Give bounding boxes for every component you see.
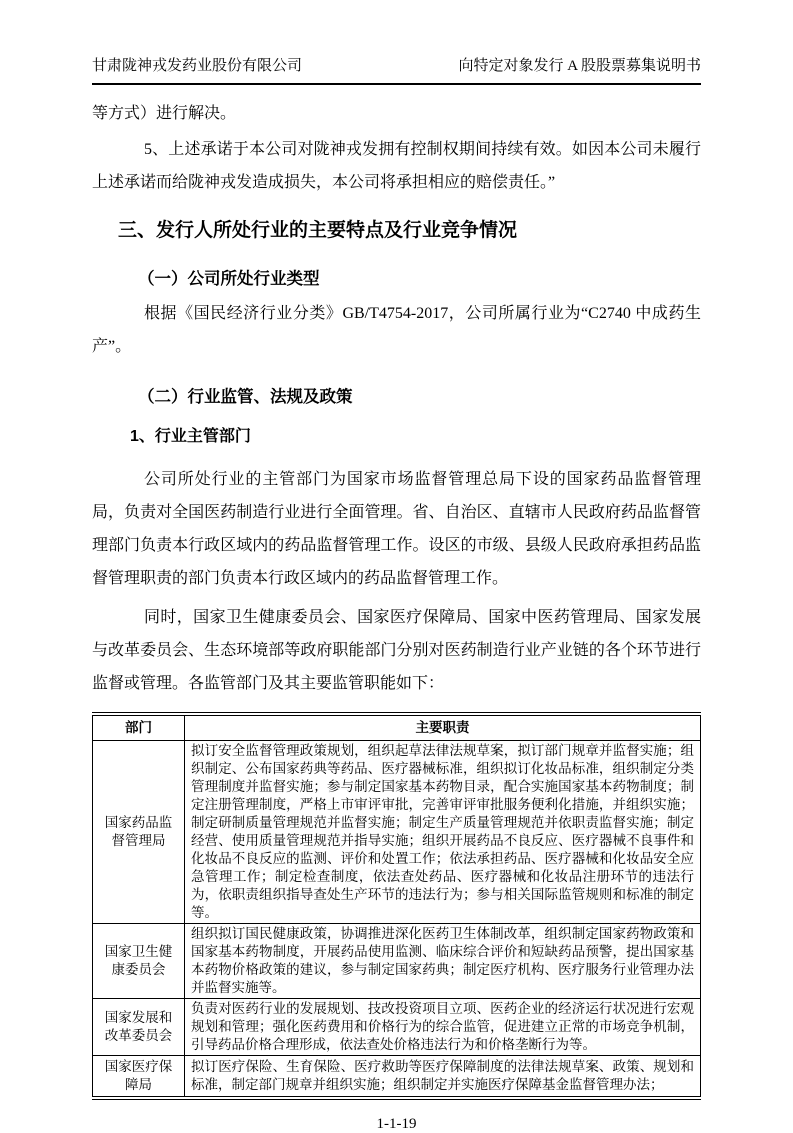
dept-cell: 国家药品监督管理局	[93, 741, 185, 924]
dept-cell: 国家医疗保障局	[93, 1056, 185, 1097]
paragraph-commitment: 5、上述承诺于本公司对陇神戎发拥有控制权期间持续有效。如因本公司未履行上述承诺而给陇神戎发造成损失，本公司将承担相应的赔偿责任。”	[92, 141, 701, 191]
table-row	[93, 1056, 701, 1097]
duty-cell: 组织拟订国民健康政策，协调推进深化医药卫生体制改革，组织制定国家药物政策和国家基本药物制度，开展药品使用监测、临床综合评价和短缺药品预警，提出国家基本药物价格政策的建议，参与制定国家药典；制定医疗机构、医疗服务行业管理办法并监督实施等。	[185, 924, 701, 999]
column-header-dept: 部门	[93, 716, 185, 741]
column-header-duty: 主要职责	[185, 716, 701, 741]
duty-cell: 负责对医药行业的发展规划、技改投资项目立项、医药企业的经济运行状况进行宏观规划和管理；强化医药费用和价格行为的综合监管，促进建立正常的市场竞争机制，引导药品价格合理形成，依法查处价格违法行为和价格垄断行为等。	[185, 999, 701, 1056]
paragraph-industry-type: 根据《国民经济行业分类》GB/T4754-2017，公司所属行业为“C2740 中成药生产”。	[92, 305, 701, 355]
table-row	[93, 924, 701, 999]
running-header	[92, 54, 701, 85]
table-header-row	[93, 716, 701, 741]
subsection-heading-2: （二）行业监管、法规及政策	[138, 388, 353, 406]
table-row	[93, 999, 701, 1056]
dept-cell: 国家发展和改革委员会	[93, 999, 185, 1056]
table-row	[93, 741, 701, 924]
paragraph-continuation: 等方式）进行解决。	[92, 105, 237, 122]
regulators-table	[92, 715, 701, 1097]
duty-cell: 拟订医疗保险、生育保险、医疗救助等医疗保障制度的法律法规草案、政策、规划和标准，制定部门规章并组织实施；组织制定并实施医疗保障基金监督管理办法；	[185, 1056, 701, 1097]
subsection-heading-1: （一）公司所处行业类型	[138, 270, 320, 288]
paragraph-regulator-1: 公司所处行业的主管部门为国家市场监督管理总局下设的国家药品监督管理局，负责对全国医药制造行业进行全面管理。省、自治区、直辖市人民政府药品监督管理部门负责本行政区域内的药品监督管理工作。设区的市级、县级人民政府承担药品监督管理职责的部门负责本行政区域内的药品监督管理工作。	[92, 471, 701, 587]
header-company-name: 甘肃陇神戎发药业股份有限公司	[92, 58, 303, 74]
page-number: 1-1-19	[376, 1116, 417, 1132]
section-heading: 三、发行人所处行业的主要特点及行业竞争情况	[118, 220, 518, 241]
regulators-table-wrapper	[92, 712, 701, 1100]
numbered-heading-1: 1、行业主管部门	[130, 428, 251, 445]
paragraph-regulator-2: 同时，国家卫生健康委员会、国家医疗保障局、国家中医药管理局、国家发展与改革委员会、生态环境部等政府职能部门分别对医药制造行业产业链的各个环节进行监督或管理。各监管部门及其主要监管职能如下：	[92, 609, 701, 692]
dept-cell: 国家卫生健康委员会	[93, 924, 185, 999]
duty-cell: 拟订安全监督管理政策规划，组织起草法律法规草案，拟订部门规章并监督实施；组织制定、公布国家药典等药品、医疗器械标准，组织拟订化妆品标准，组织制定分类管理制度并监督实施；参与制定国家基本药物目录，配合实施国家基本药物制度；制定注册管理制度，严格上市审评审批，完善审评审批服务便利化措施，并组织实施；制定研制质量管理规范并监督实施；制定生产质量管理规范并依职责监督实施；制定经营、使用质量管理规范并指导实施；组织开展药品不良反应、医疗器械不良事件和化妆品不良反应的监测、评价和处置工作；依法承担药品、医疗器械和化妆品安全应急管理工作；制定检查制度，依法查处药品、医疗器械和化妆品注册环节的违法行为，依职责组织指导查处生产环节的违法行为；参与相关国际监管规则和标准的制定等。	[185, 741, 701, 924]
header-doc-title: 向特定对象发行 A 股股票募集说明书	[458, 58, 701, 74]
